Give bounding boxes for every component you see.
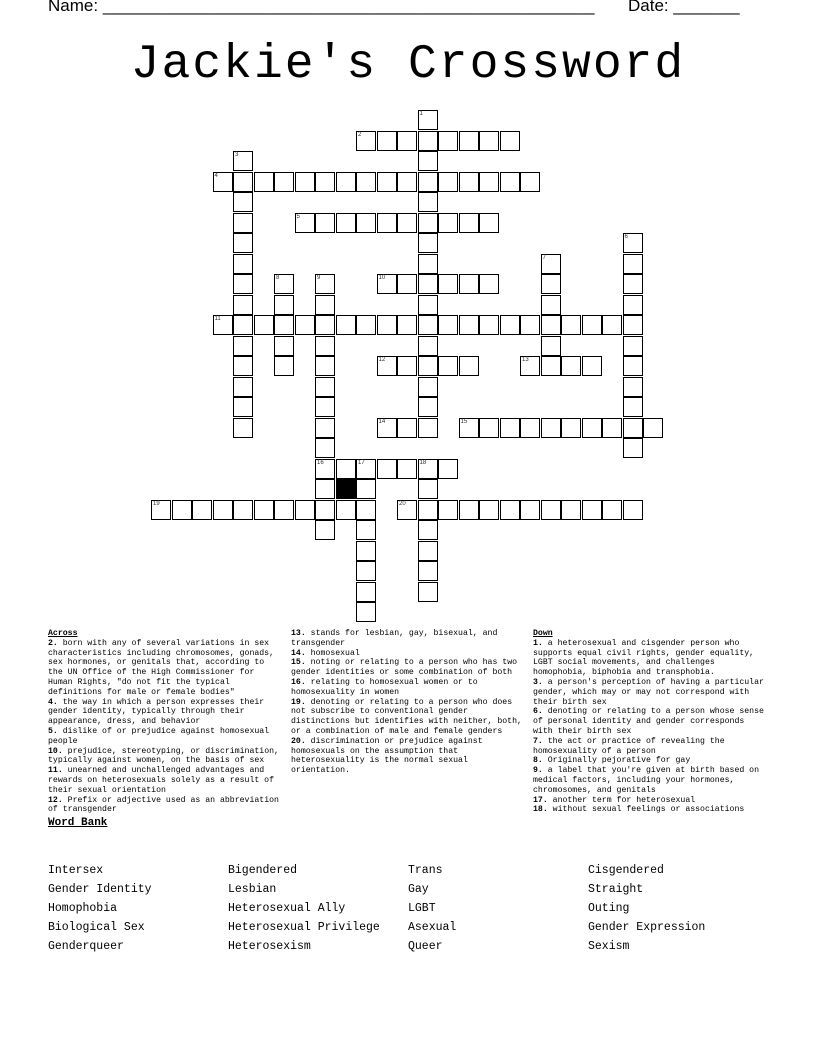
grid-cell[interactable]	[623, 418, 643, 438]
grid-cell[interactable]	[500, 131, 520, 151]
clue-text: homosexual	[305, 648, 360, 658]
clue-number-label: 12.	[48, 795, 63, 805]
grid-cell[interactable]	[377, 315, 397, 335]
page-title: Jackie's Crossword	[130, 38, 686, 92]
clue-item	[291, 737, 523, 776]
clue-number: 11	[214, 316, 221, 322]
grid-cell[interactable]	[418, 561, 438, 581]
word-bank-item: Outing	[588, 902, 630, 915]
grid-cell[interactable]	[541, 356, 561, 376]
grid-cell[interactable]	[397, 274, 417, 294]
grid-cell[interactable]	[233, 397, 253, 417]
grid-cell[interactable]	[459, 315, 479, 335]
clue-number-label: 11.	[48, 766, 63, 776]
grid-cell[interactable]	[336, 213, 356, 233]
clue-number-label: 20.	[291, 736, 306, 746]
word-bank-item: Lesbian	[228, 883, 277, 896]
grid-cell[interactable]	[418, 356, 438, 376]
grid-cell[interactable]	[418, 172, 438, 192]
grid-cell[interactable]	[377, 131, 397, 151]
grid-cell[interactable]	[397, 418, 417, 438]
grid-cell[interactable]	[479, 500, 499, 520]
word-bank-item: Intersex	[48, 864, 104, 877]
grid-cell[interactable]	[397, 213, 417, 233]
grid-cell[interactable]	[315, 315, 335, 335]
clue-number: 7	[542, 254, 546, 261]
word-bank-item: Gender Identity	[48, 883, 152, 896]
grid-cell[interactable]	[233, 233, 253, 253]
grid-cell[interactable]	[274, 315, 294, 335]
down-heading: Down	[533, 629, 553, 638]
word-bank-item: Genderqueer	[48, 940, 124, 953]
grid-cell[interactable]	[233, 254, 253, 274]
grid-cell[interactable]	[172, 500, 192, 520]
word-bank-item: Straight	[588, 883, 644, 896]
grid-cell[interactable]	[582, 418, 602, 438]
grid-cell[interactable]	[438, 172, 458, 192]
grid-cell[interactable]	[233, 500, 253, 520]
clue-number-label: 9.	[533, 766, 543, 776]
clue-text: stands for lesbian, gay, bisexual, and transgender	[291, 629, 498, 648]
word-bank-item: Gender Expression	[588, 921, 706, 934]
grid-cell[interactable]	[500, 418, 520, 438]
grid-cell[interactable]	[233, 295, 253, 315]
grid-cell[interactable]	[315, 172, 335, 192]
clue-number-label: 10.	[48, 746, 63, 756]
grid-cell[interactable]	[438, 500, 458, 520]
name-label-text: Name:	[48, 0, 99, 15]
clue-item	[533, 639, 765, 678]
grid-cell[interactable]	[397, 356, 417, 376]
grid-cell[interactable]	[602, 315, 622, 335]
clue-number: 14	[378, 418, 386, 425]
grid-cell[interactable]	[213, 500, 233, 520]
word-bank-title: Word Bank	[48, 817, 108, 829]
grid-cell[interactable]	[418, 418, 438, 438]
grid-cell[interactable]	[541, 274, 561, 294]
word-bank-item: Homophobia	[48, 902, 118, 915]
grid-cell[interactable]	[233, 172, 253, 192]
clue-number-label: 15.	[291, 658, 306, 668]
grid-cell[interactable]	[315, 438, 335, 458]
clue-text: unearned and unchallenged advantages and rewards on heterosexuals solely as a result of their sexual orientation	[48, 766, 275, 795]
grid-cell[interactable]	[356, 582, 376, 602]
clue-number-label: 6.	[533, 707, 543, 717]
grid-cell[interactable]	[254, 315, 274, 335]
grid-cell[interactable]	[500, 315, 520, 335]
clue-number: 5	[296, 213, 300, 220]
clue-item	[48, 796, 280, 816]
grid-cell[interactable]	[479, 213, 499, 233]
clue-number: 20	[399, 500, 406, 507]
clue-number: 17	[358, 459, 365, 466]
clue-number-label: 8.	[533, 756, 543, 766]
clue-number-label: 14.	[291, 648, 306, 658]
grid-cell[interactable]	[274, 356, 294, 376]
clue-number-label: 19.	[291, 697, 306, 707]
grid-cell[interactable]	[623, 356, 643, 376]
grid-cell[interactable]	[459, 131, 479, 151]
grid-cell[interactable]	[356, 315, 376, 335]
grid-cell[interactable]	[356, 561, 376, 581]
clue-number-label: 18.	[533, 805, 548, 815]
clue-number-label: 2.	[48, 638, 58, 648]
clue-item	[291, 658, 523, 678]
grid-cell[interactable]	[377, 172, 397, 192]
grid-cell[interactable]	[274, 336, 294, 356]
grid-cell[interactable]	[397, 131, 417, 151]
word-bank-item: Bigendered	[228, 864, 298, 877]
grid-cell[interactable]	[643, 418, 663, 438]
clue-text: without sexual feelings or associations	[547, 805, 745, 815]
clue-item	[291, 649, 523, 659]
grid-cell[interactable]	[479, 418, 499, 438]
grid-cell[interactable]	[233, 377, 253, 397]
black-square	[336, 479, 356, 499]
date-line[interactable]: _______	[673, 0, 740, 15]
grid-cell[interactable]	[418, 192, 438, 212]
clue-number: 15	[460, 418, 468, 425]
grid-cell[interactable]	[274, 500, 294, 520]
grid-cell[interactable]	[397, 315, 417, 335]
clue-item	[533, 766, 765, 795]
grid-cell[interactable]	[377, 213, 397, 233]
date-label-text: Date:	[628, 0, 669, 15]
grid-cell[interactable]	[541, 315, 561, 335]
grid-cell[interactable]	[623, 500, 643, 520]
grid-cell[interactable]	[520, 315, 540, 335]
word-bank-item: Cisgendered	[588, 864, 664, 877]
grid-cell[interactable]	[295, 315, 315, 335]
grid-cell[interactable]	[418, 377, 438, 397]
clue-text: a person's perception of having a particular gender, which may or may not correspond with their birth sex	[533, 677, 764, 707]
grid-cell[interactable]	[315, 418, 335, 438]
grid-cell[interactable]	[295, 500, 315, 520]
grid-cell[interactable]	[623, 295, 643, 315]
grid-cell[interactable]	[623, 315, 643, 335]
grid-cell[interactable]	[541, 500, 561, 520]
grid-cell[interactable]	[418, 582, 438, 602]
clue-item	[533, 707, 765, 736]
clue-item	[533, 737, 765, 757]
grid-cell[interactable]	[623, 397, 643, 417]
grid-cell[interactable]	[315, 397, 335, 417]
grid-cell[interactable]	[459, 356, 479, 376]
clue-number: 1	[419, 111, 423, 117]
word-bank-item: LGBT	[408, 902, 436, 915]
clue-number-label: 1.	[533, 638, 543, 648]
clue-number: 12	[378, 357, 386, 363]
clue-number: 16	[317, 459, 324, 466]
grid-cell[interactable]	[520, 418, 540, 438]
clue-item	[291, 678, 523, 698]
grid-cell[interactable]	[623, 336, 643, 356]
grid-cell[interactable]	[356, 500, 376, 520]
grid-cell[interactable]	[438, 315, 458, 335]
clue-item	[533, 805, 765, 815]
grid-cell[interactable]	[479, 131, 499, 151]
clue-text: dislike of or prejudice against homosexual people	[48, 726, 270, 746]
grid-cell[interactable]	[541, 418, 561, 438]
grid-cell[interactable]	[418, 520, 438, 540]
clue-item	[48, 766, 280, 795]
grid-cell[interactable]	[520, 172, 540, 192]
grid-cell[interactable]	[315, 377, 335, 397]
clue-text: a heterosexual and cisgender person who supports equal civil rights, gender equality, LGBT social movements, and challenges homophobia, biphobia and transphobia.	[533, 638, 755, 678]
grid-cell[interactable]	[377, 459, 397, 479]
grid-cell[interactable]	[356, 479, 376, 499]
grid-cell[interactable]	[315, 356, 335, 376]
grid-cell[interactable]	[254, 500, 274, 520]
across-heading: Across	[48, 629, 78, 638]
clue-number: 10	[378, 275, 386, 281]
clue-number-label: 3.	[533, 677, 543, 687]
clue-item	[48, 698, 280, 727]
clue-item	[48, 747, 280, 767]
grid-cell[interactable]	[479, 315, 499, 335]
grid-cell[interactable]	[582, 356, 602, 376]
grid-cell[interactable]	[418, 213, 438, 233]
across-clues-continued	[291, 629, 523, 776]
clue-text: born with any of several variations in sex characteristics including chromosomes, gonads, sex hormones, or genitals that, according to the UN Office of the High Commissioner for Human Rights, "do not fit the typical definitions for male or female bodies"	[48, 638, 275, 697]
clue-text: noting or relating to a person who has two gender identities or some combination of both	[291, 658, 518, 678]
down-clues	[533, 629, 765, 815]
clue-number: 2	[358, 131, 362, 138]
grid-cell[interactable]	[623, 377, 643, 397]
clue-item	[48, 727, 280, 747]
grid-cell[interactable]	[582, 500, 602, 520]
clue-text: prejudice, stereotyping, or discrimination, typically against women, on the basis of sex	[48, 746, 279, 766]
grid-cell[interactable]	[561, 500, 581, 520]
clue-number: 18	[419, 459, 427, 466]
grid-cell[interactable]	[233, 418, 253, 438]
grid-cell[interactable]	[418, 254, 438, 274]
clue-number-label: 17.	[533, 795, 548, 805]
grid-cell[interactable]	[397, 172, 417, 192]
clue-number: 13	[522, 357, 529, 363]
grid-cell[interactable]	[561, 356, 581, 376]
clue-text: denoting or relating to a person whose sense of personal identity and gender corresponds with their birth sex	[533, 707, 764, 736]
clue-item	[291, 629, 523, 649]
clue-number-label: 4.	[48, 697, 58, 707]
grid-cell[interactable]	[418, 397, 438, 417]
word-bank-item: Heterosexual Ally	[228, 902, 346, 915]
word-bank-item: Biological Sex	[48, 921, 145, 934]
grid-cell[interactable]	[623, 438, 643, 458]
clue-number: 9	[317, 275, 321, 281]
grid-cell[interactable]	[192, 500, 212, 520]
grid-cell[interactable]	[233, 274, 253, 294]
grid-cell[interactable]	[418, 336, 438, 356]
grid-cell[interactable]	[233, 356, 253, 376]
grid-cell[interactable]	[418, 500, 438, 520]
clue-item	[48, 639, 280, 698]
grid-cell[interactable]	[274, 172, 294, 192]
clue-number-label: 7.	[533, 736, 543, 746]
clue-number-label: 13.	[291, 629, 306, 638]
grid-cell[interactable]	[479, 172, 499, 192]
clue-item	[533, 756, 765, 766]
grid-cell[interactable]	[295, 172, 315, 192]
grid-cell[interactable]	[582, 315, 602, 335]
grid-cell[interactable]	[233, 336, 253, 356]
grid-cell[interactable]	[315, 336, 335, 356]
grid-cell[interactable]	[479, 274, 499, 294]
name-line[interactable]: ____________________________________________________	[102, 0, 595, 15]
grid-cell[interactable]	[438, 459, 458, 479]
grid-cell[interactable]	[315, 213, 335, 233]
grid-cell[interactable]	[418, 315, 438, 335]
grid-cell[interactable]	[254, 172, 274, 192]
clue-item	[533, 678, 765, 707]
clue-text: Originally pejorative for gay	[542, 756, 691, 766]
grid-cell[interactable]	[438, 356, 458, 376]
clue-text: discrimination or prejudice against homosexuals on the assumption that heterosexuality is the normal sexual orientation.	[291, 736, 483, 776]
grid-cell[interactable]	[418, 295, 438, 315]
grid-cell[interactable]	[500, 500, 520, 520]
grid-cell[interactable]	[418, 151, 438, 171]
clue-item	[291, 698, 523, 737]
clue-text: Prefix or adjective used as an abbreviation of transgender	[48, 795, 279, 815]
clue-number: 6	[624, 234, 628, 240]
clue-number: 4	[214, 172, 218, 179]
word-bank-item: Queer	[408, 940, 443, 953]
word-bank-item: Asexual	[408, 921, 457, 934]
grid-cell[interactable]	[602, 418, 622, 438]
grid-cell[interactable]	[397, 459, 417, 479]
across-clues	[48, 629, 280, 815]
grid-cell[interactable]	[315, 520, 335, 540]
grid-cell[interactable]	[459, 500, 479, 520]
word-bank-item: Sexism	[588, 940, 630, 953]
grid-cell[interactable]	[438, 213, 458, 233]
grid-cell[interactable]	[274, 295, 294, 315]
clue-number: 8	[276, 275, 280, 281]
grid-cell[interactable]	[336, 172, 356, 192]
grid-cell[interactable]	[356, 520, 376, 540]
grid-cell[interactable]	[418, 479, 438, 499]
grid-cell[interactable]	[315, 295, 335, 315]
grid-cell[interactable]	[233, 315, 253, 335]
grid-cell[interactable]	[336, 459, 356, 479]
word-bank-item: Heterosexual Privilege	[228, 921, 380, 934]
grid-cell[interactable]	[356, 172, 376, 192]
grid-cell[interactable]	[623, 254, 643, 274]
grid-cell[interactable]	[623, 274, 643, 294]
grid-cell[interactable]	[356, 602, 376, 622]
grid-cell[interactable]	[418, 233, 438, 253]
clue-text: relating to homosexual women or to homosexuality in women	[291, 677, 478, 697]
grid-cell[interactable]	[315, 500, 335, 520]
word-bank-item: Heterosexism	[228, 940, 311, 953]
grid-cell[interactable]	[602, 500, 622, 520]
grid-cell[interactable]	[438, 131, 458, 151]
grid-cell[interactable]	[561, 315, 581, 335]
grid-cell[interactable]	[336, 315, 356, 335]
clue-text: the act or practice of revealing the homosexuality of a person	[533, 736, 725, 756]
grid-cell[interactable]	[418, 541, 438, 561]
clue-text: the way in which a person expresses their gender identity, typically through their appearance, dress, and behavior	[48, 697, 265, 727]
grid-cell[interactable]	[418, 131, 438, 151]
grid-cell[interactable]	[356, 213, 376, 233]
grid-cell[interactable]	[315, 479, 335, 499]
word-bank-item: Trans	[408, 864, 443, 877]
grid-cell[interactable]	[459, 274, 479, 294]
grid-cell[interactable]	[541, 295, 561, 315]
grid-cell[interactable]	[233, 192, 253, 212]
clue-number-label: 16.	[291, 677, 306, 687]
clue-number: 3	[235, 152, 239, 158]
grid-cell[interactable]	[500, 172, 520, 192]
grid-cell[interactable]	[336, 500, 356, 520]
grid-cell[interactable]	[459, 213, 479, 233]
grid-cell[interactable]	[438, 274, 458, 294]
grid-cell[interactable]	[233, 213, 253, 233]
clue-item	[533, 796, 765, 806]
clue-number-label: 5.	[48, 726, 58, 736]
grid-cell[interactable]	[459, 172, 479, 192]
clue-text: another term for heterosexual	[547, 795, 696, 805]
clue-number: 19	[153, 500, 160, 507]
word-bank-item: Gay	[408, 883, 429, 896]
grid-cell[interactable]	[520, 500, 540, 520]
grid-cell[interactable]	[541, 336, 561, 356]
grid-cell[interactable]	[356, 541, 376, 561]
clue-text: denoting or relating to a person who does not subscribe to conventional gender distinctions but identifies with neither, both, or a combination of male and female genders	[291, 697, 522, 736]
clue-text: a label that you're given at birth based on medical factors, including your hormones, chromosomes, and genitals	[533, 766, 760, 795]
grid-cell[interactable]	[561, 418, 581, 438]
grid-cell[interactable]	[418, 274, 438, 294]
